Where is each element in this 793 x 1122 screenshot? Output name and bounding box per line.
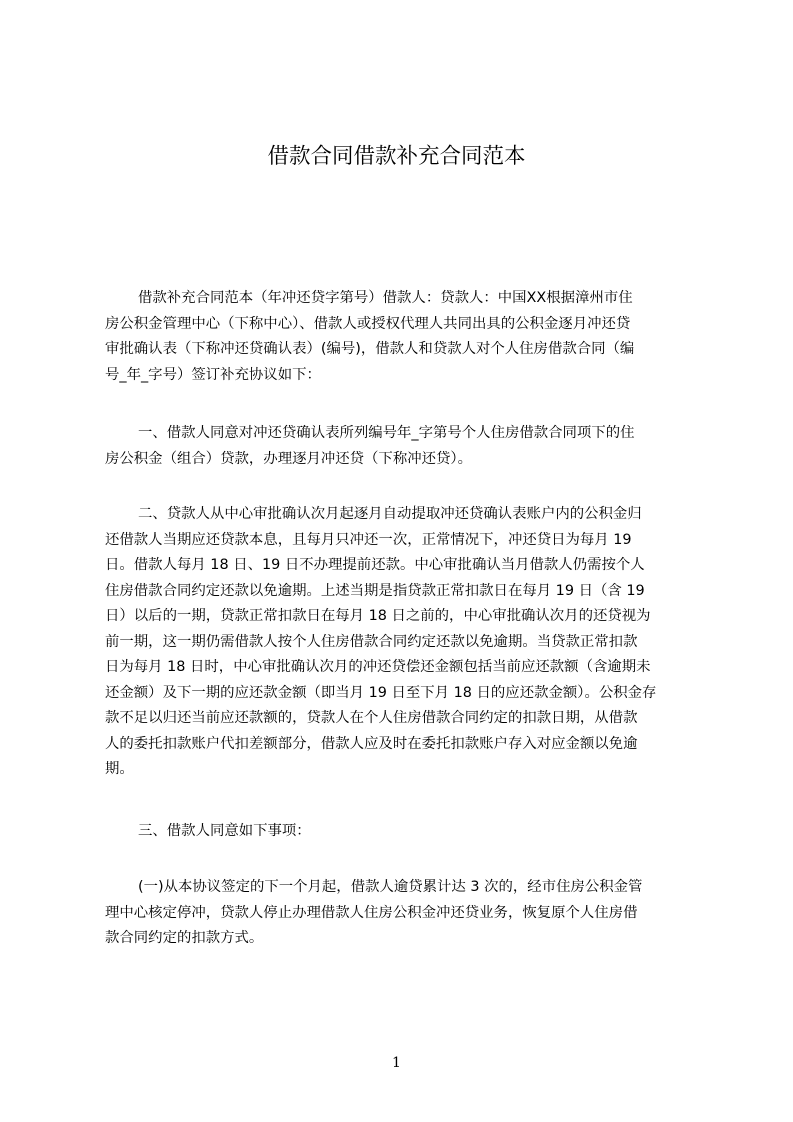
document-body — [105, 875, 700, 952]
clause-three-paragraph — [105, 819, 700, 845]
text-line: 还借款人当期应还贷款本息，且每月只冲还一次，正常情况下，冲还贷日为每月 19 — [105, 531, 632, 548]
text-line: 前一期，这一期仍需借款人按个人住房借款合同约定还款以免逾期。当贷款正常扣款 — [105, 633, 638, 650]
text-line: 理中心核定停冲，贷款人停止办理借款人住房公积金冲还贷业务，恢复原个人住房借 — [105, 904, 638, 921]
text-line: 号_年_字号）签订补充协议如下： — [105, 366, 321, 383]
text-line: 日。借款人每月 18 日、19 日不办理提前还款。中心审批确认当月借款人仍需按个人 — [105, 557, 645, 573]
text-line: 日为每月 18 日时，中心审批确认次月的冲还贷偿还金额包括当前应还款额（含逾期未 — [105, 659, 651, 675]
text-line: 房公积金管理中心（下称中心）、借款人或授权代理人共同出具的公积金逐月冲还贷 — [105, 315, 631, 332]
text-line: 期。 — [105, 761, 134, 777]
text-line: 二、贷款人从中心审批确认次月起逐月自动提取冲还贷确认表账户内的公积金归 — [138, 506, 642, 522]
text-line: (一)从本协议签定的下一个月起，借款人逾贷累计达 3 次的，经市住房公积金管 — [138, 879, 643, 895]
intro-paragraph — [105, 286, 700, 388]
document-body — [105, 502, 700, 783]
text-line: 审批确认表（下称冲还贷确认表）(编号)，借款人和贷款人对个人住房借款合同（编 — [105, 341, 635, 357]
clause-two-paragraph — [105, 502, 700, 783]
text-line: 借款补充合同范本（年冲还贷字第号）借款人：贷款人：中国XX根据漳州市住 — [138, 290, 633, 306]
document-body — [105, 819, 700, 845]
text-line: 住房借款合同约定还款以免逾期。上述当期是指贷款正常扣款日在每月 19 日（含 19 — [105, 582, 645, 599]
text-line: 还金额）及下一期的应还款金额（即当月 19 日至下月 18 日的应还款金额）。公积金存 — [105, 684, 657, 701]
document-body — [105, 286, 700, 388]
text-line: 人的委托扣款账户代扣差额部分，借款人应及时在委托扣款账户存入对应金额以免逾 — [105, 735, 638, 752]
document-body — [105, 421, 700, 472]
text-line: 房公积金（组合）贷款，办理逐月冲还贷（下称冲还贷）。 — [105, 450, 472, 467]
text-line: 三、借款人同意如下事项： — [138, 823, 311, 839]
clause-one-paragraph — [105, 421, 700, 472]
text-line: 款不足以归还当前应还款额的，贷款人在个人住房借款合同约定的扣款日期，从借款 — [105, 710, 638, 726]
text-line: 一、借款人同意对冲还贷确认表所列编号年_字第号个人住房借款合同项下的住 — [138, 425, 635, 441]
page-number: 1 — [392, 1055, 401, 1071]
text-line: 日）以后的一期，贷款正常扣款日在每月 18 日之前的，中心审批确认次月的还贷视为 — [105, 608, 651, 624]
sub-clause-one-paragraph — [105, 875, 700, 952]
document-title: 借款合同借款补充合同范本 — [267, 144, 526, 169]
text-line: 款合同约定的扣款方式。 — [105, 930, 264, 946]
